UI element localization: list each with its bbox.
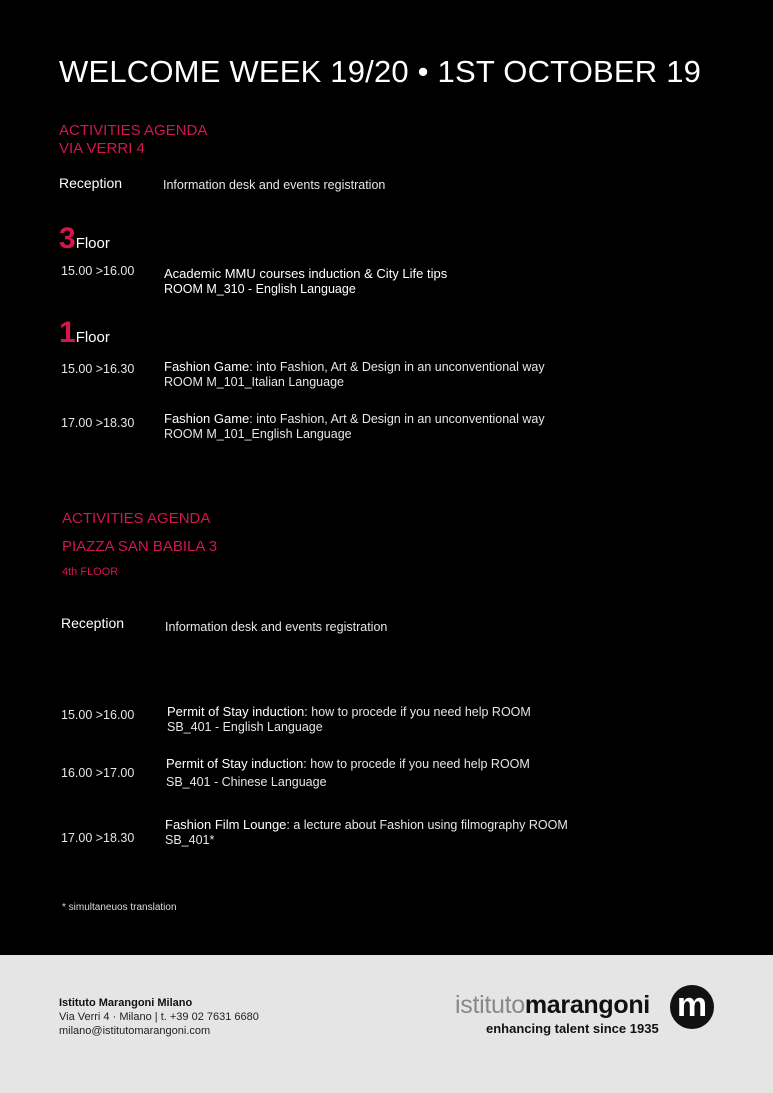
item-a-desc: : how to procede if you need help ROOM	[304, 705, 531, 719]
item-b-time: 16.00 >17.00	[61, 766, 135, 780]
item-3a-time: 15.00 >16.00	[61, 264, 135, 278]
floor3-heading	[59, 222, 110, 256]
section2-reception-desc: Information desk and events registration	[165, 620, 388, 634]
section1-heading	[59, 122, 207, 158]
item-a-line2: SB_401 - English Language	[167, 720, 323, 734]
item-1a-desc: : into Fashion, Art & Design in an unconventional way	[249, 360, 545, 374]
section1-reception-label: Reception	[59, 175, 123, 191]
floor1-heading	[59, 316, 110, 350]
section1-heading-line2: VIA VERRI 4	[59, 140, 145, 157]
item-3a-title: Academic MMU courses induction & City Life tips	[164, 266, 448, 281]
item-1a	[164, 359, 545, 390]
item-1a-line2: ROOM M_101_Italian Language	[164, 375, 344, 389]
item-c-line2: SB_401*	[165, 833, 215, 847]
item-c-desc: : a lecture about Fashion using filmography ROOM	[286, 818, 568, 832]
floor1-word: Floor	[75, 329, 110, 346]
footer-email[interactable]: milano@istitutomarangoni.com	[59, 1025, 211, 1037]
section1-reception-desc: Information desk and events registration	[163, 178, 386, 192]
item-b-title: Permit of Stay induction	[166, 756, 304, 771]
translation-note: * simultaneuos translation	[62, 902, 177, 913]
item-1b-line2: ROOM M_101_English Language	[164, 427, 352, 441]
item-c-time: 17.00 >18.30	[61, 831, 135, 845]
floor1-number: 1	[59, 316, 76, 349]
logo-part2: marangoni	[524, 991, 650, 1019]
floor3-number: 3	[59, 222, 76, 255]
item-1a-title: Fashion Game	[164, 359, 250, 374]
logo-tagline: enhancing talent since 1935	[486, 1021, 659, 1036]
item-b-line2: SB_401 - Chinese Language	[166, 775, 327, 789]
item-a-title: Permit of Stay induction	[167, 704, 305, 719]
page-title: WELCOME WEEK 19/20 • 1ST OCTOBER 19	[59, 54, 702, 89]
item-c-title: Fashion Film Lounge	[165, 817, 287, 832]
item-1a-time: 15.00 >16.30	[61, 362, 135, 376]
item-1b-desc: : into Fashion, Art & Design in an unconventional way	[249, 412, 545, 426]
logo-wordmark	[455, 991, 650, 1020]
logo-mark-icon: m	[670, 985, 714, 1029]
item-1b-time: 17.00 >18.30	[61, 416, 135, 430]
item-3a	[164, 266, 447, 297]
item-1b-title: Fashion Game	[164, 411, 250, 426]
logo-part1: istituto	[455, 991, 525, 1019]
section2-heading-line2: PIAZZA SAN BABILA 3	[62, 538, 218, 555]
item-1b	[164, 411, 545, 442]
item-3a-line2: ROOM M_310 - English Language	[164, 282, 356, 296]
footer-address: Via Verri 4 · Milano | t. +39 02 7631 6680	[59, 1011, 259, 1023]
item-a	[167, 704, 531, 735]
section2-heading-line1: ACTIVITIES AGENDA	[62, 510, 211, 527]
item-c	[165, 817, 568, 848]
item-b-desc: : how to procede if you need help ROOM	[303, 757, 530, 771]
footer-institute-name: Istituto Marangoni Milano	[59, 997, 193, 1009]
item-a-time: 15.00 >16.00	[61, 708, 135, 722]
footer	[0, 955, 773, 1093]
floor3-word: Floor	[75, 235, 110, 252]
item-b	[166, 756, 530, 790]
section2-reception-label: Reception	[61, 615, 125, 631]
section2-floor: 4th FLOOR	[62, 566, 119, 578]
section1-heading-line1: ACTIVITIES AGENDA	[59, 122, 208, 139]
